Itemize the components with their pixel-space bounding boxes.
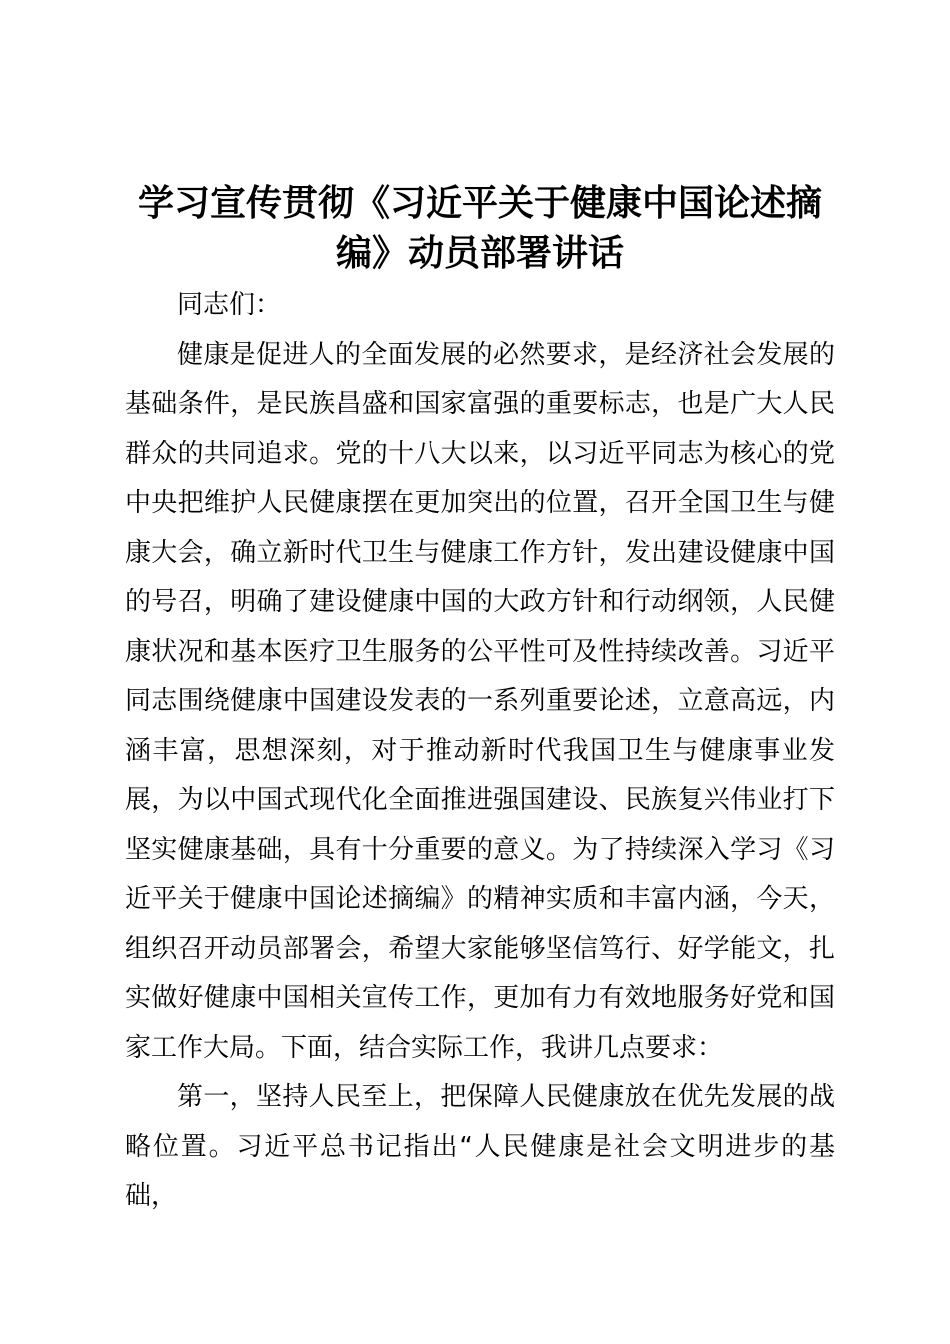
point-one-paragraph: 第一，坚持人民至上，把保障人民健康放在优先发展的战略位置。习近平总书记指出“人民健康是社会文明进步的基础， — [125, 1082, 835, 1211]
body-paragraph: 健康是促进人的全面发展的必然要求，是经济社会发展的基础条件，是民族昌盛和国家富强的重要标志，也是广大人民群众的共同追求。党的十八大以来，以习近平同志为核心的党中央把维护人民健康摆在更加突出的位置，召开全国卫生与健康大会，确立新时代卫生与健康工作方针，发出建设健康中国的号召，明确了建设健康中国的大政方针和行动纲领，人民健康状况和基本医疗卫生服务的公平性可及性持续改善。习近平同志围绕健康中国建设发表的一系列重要论述，立意高远，内涵丰富，思想深刻，对于推动新时代我国卫生与健康事业发展，为以中国式现代化全面推进强国建设、民族复兴伟业打下坚实健康基础，具有十分重要的意义。为了持续深入学习《习近平关于健康中国论述摘编》的精神实质和丰富内涵，今天，组织召开动员部署会，希望大家能够坚信笃行、好学能文，扎实做好健康中国相关宣传工作，更加有力有效地服务好党和国家工作大局。下面，结合实际工作，我讲几点要求： — [125, 339, 835, 1063]
salutation-paragraph: 同志们： — [177, 290, 282, 320]
document-title: 学习宣传贯彻《习近平关于健康中国论述摘编》动员部署讲话 — [137, 183, 822, 274]
